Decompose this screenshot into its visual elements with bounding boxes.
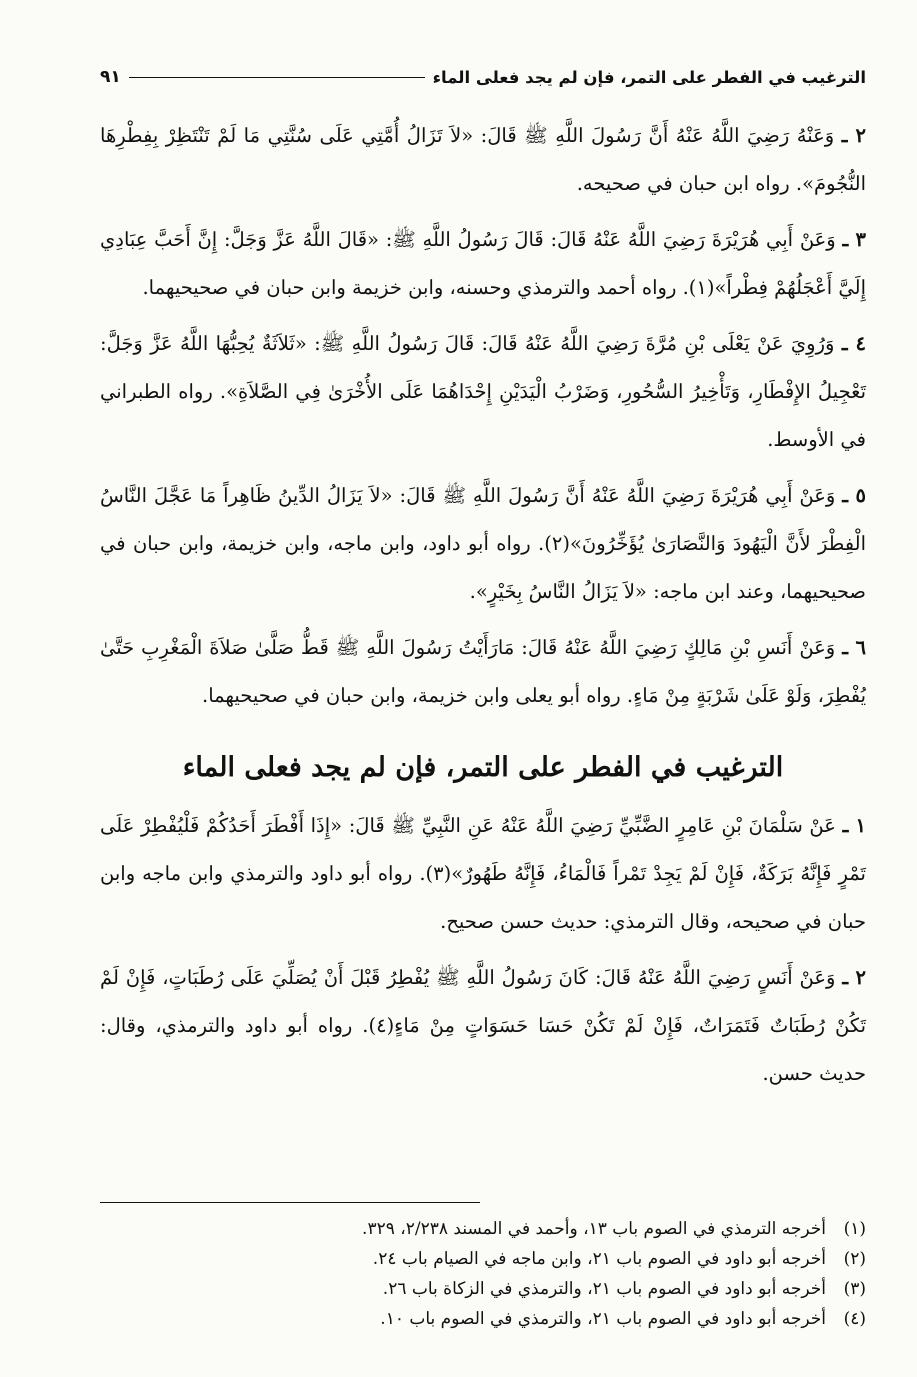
hadith-paragraph (100, 472, 866, 616)
page-number: ٩١ (100, 67, 121, 87)
footnote (100, 1214, 866, 1244)
footnote-text: أخرجه أبو داود في الصوم باب ٢١، والترمذي في الصوم باب ١٠. (380, 1309, 826, 1329)
hadith-paragraph (100, 802, 866, 946)
hadith-text: وَعَنْ أَبِي هُرَيْرَةَ رَضِيَ اللَّهُ عَنْهُ قَالَ: قَالَ رَسُولُ اللَّهِ ﷺ: «قَالَ اللَّهُ عَزَّ وَجَلَّ: إِنَّ أَحَبَّ عِبَادِي إِلَيَّ أَعْجَلُهُمْ فِطْراً»(١). رواه أحمد والترمذي وحسنه، وابن خزيمة وابن حبان في صحيحيهما. (100, 228, 866, 299)
hadith-number: ٤ ـ (841, 332, 866, 355)
hadith-text: وَعَنْ أَبِي هُرَيْرَةَ رَضِيَ اللَّهُ عَنْهُ أَنَّ رَسُولَ اللَّهِ ﷺ قَالَ: «لاَ يَزَالُ الدِّينُ ظَاهِراً مَا عَجَّلَ النَّاسُ الْفِطْرَ لأَنَّ الْيَهُودَ وَالنَّصَارَىٰ يُؤَخِّرُونَ»(٢). رواه أبو داود، وابن ماجه، وابن خزيمة، وابن حبان في صحيحيهما، وعند ابن ماجه: «لاَ يَزَالُ النَّاسُ بِخَيْرٍ». (100, 484, 867, 603)
running-header-title: الترغيب في الفطر على التمر، فإن لم يجد فعلى الماء (432, 67, 866, 87)
document-page (100, 62, 867, 1329)
footnote (100, 1304, 866, 1334)
hadith-paragraph (100, 112, 866, 208)
body-text (100, 112, 866, 1106)
hadith-paragraph (100, 216, 866, 312)
hadith-paragraph (100, 954, 866, 1098)
hadith-paragraph (100, 320, 866, 464)
footnotes (100, 1214, 866, 1334)
hadith-number: ١ ـ (842, 814, 866, 837)
footnote (100, 1274, 866, 1304)
hadith-number: ٥ ـ (842, 484, 866, 507)
footnote-separator (100, 1202, 480, 1203)
hadith-text: وَرُوِيَ عَنْ يَعْلَى بْنِ مُرَّةَ رَضِيَ اللَّهُ عَنْهُ قَالَ: قَالَ رَسُولُ اللَّهِ ﷺ: «ثَلاَثَةٌ يُحِبُّهَا اللَّهُ عَزَّ وَجَلَّ: تَعْجِيلُ الإِفْطَارِ، وَتَأْخِيرُ السُّحُورِ، وَضَرْبُ الْيَدَيْنِ إِحْدَاهُمَا عَلَى الأُخْرَىٰ فِي الصَّلاَةِ». رواه الطبراني في الأوسط. (100, 332, 866, 451)
footnote (100, 1244, 866, 1274)
running-header (100, 62, 866, 92)
hadith-paragraph (100, 624, 866, 720)
header-rule (129, 77, 425, 78)
footnote-text: أخرجه أبو داود في الصوم باب ٢١، والترمذي في الزكاة باب ٢٦. (382, 1279, 826, 1299)
hadith-number: ٣ ـ (842, 228, 866, 251)
hadith-number: ٦ ـ (842, 636, 866, 659)
footnote-text: أخرجه الترمذي في الصوم باب ١٣، وأحمد في المسند ٢/٢٣٨، ٣٢٩. (362, 1219, 826, 1239)
hadith-text: وَعَنْ أَنَسٍ رَضِيَ اللَّهُ عَنْهُ قَالَ: كَانَ رَسُولُ اللَّهِ ﷺ يُفْطِرُ قَبْلَ أَنْ يُصَلِّيَ عَلَى رُطَبَاتٍ، فَإِنْ لَمْ تَكُنْ رُطَبَاتٌ فَتَمَرَاتٌ، فَإِنْ لَمْ تَكُنْ حَسَا حَسَوَاتٍ مِنْ مَاءٍ(٤). رواه أبو داود والترمذي، وقال: حديث حسن. (100, 966, 866, 1085)
footnote-number: (١) (843, 1219, 866, 1239)
hadith-text: عَنْ سَلْمَانَ بْنِ عَامِرٍ الضَّبِّيِّ رَضِيَ اللَّهُ عَنْهُ عَنِ النَّبِيِّ ﷺ قَالَ: «إِذَا أَفْطَرَ أَحَدُكُمْ فَلْيُفْطِرْ عَلَى تَمْرٍ فَإِنَّهُ بَرَكَةٌ، فَإِنْ لَمْ يَجِدْ تَمْراً فَالْمَاءُ، فَإِنَّهُ طَهُورٌ»(٣). رواه أبو داود والترمذي وابن ماجه وابن حبان في صحيحه، وقال الترمذي: حديث حسن صحيح. (100, 814, 866, 933)
footnote-text: أخرجه أبو داود في الصوم باب ٢١، وابن ماجه في الصيام باب ٢٤. (372, 1249, 826, 1269)
hadith-number: ٢ ـ (841, 124, 866, 147)
footnote-number: (٤) (843, 1309, 866, 1329)
footnote-number: (٣) (843, 1279, 866, 1299)
hadith-number: ٢ ـ (842, 966, 866, 989)
hadith-text: وَعَنْ أَنَسِ بْنِ مَالِكٍ رَضِيَ اللَّهُ عَنْهُ قَالَ: مَارَأَيْتُ رَسُولَ اللَّهِ ﷺ قَطُّ صَلَّىٰ صَلاَةَ الْمَغْرِبِ حَتَّىٰ يُفْطِرَ، وَلَوْ عَلَىٰ شَرْبَةٍ مِنْ مَاءٍ. رواه أبو يعلى وابن خزيمة، وابن حبان في صحيحيهما. (100, 636, 866, 707)
footnote-number: (٢) (843, 1249, 866, 1269)
hadith-text: وَعَنْهُ رَضِيَ اللَّهُ عَنْهُ أَنَّ رَسُولَ اللَّهِ ﷺ قَالَ: «لاَ تَزَالُ أُمَّتِي عَلَى سُنَّتِي مَا لَمْ تَنْتَظِرْ بِفِطْرِهَا النُّجُومَ». رواه ابن حبان في صحيحه. (100, 124, 866, 195)
section-title: الترغيب في الفطر على التمر، فإن لم يجد فعلى الماء (182, 752, 784, 783)
